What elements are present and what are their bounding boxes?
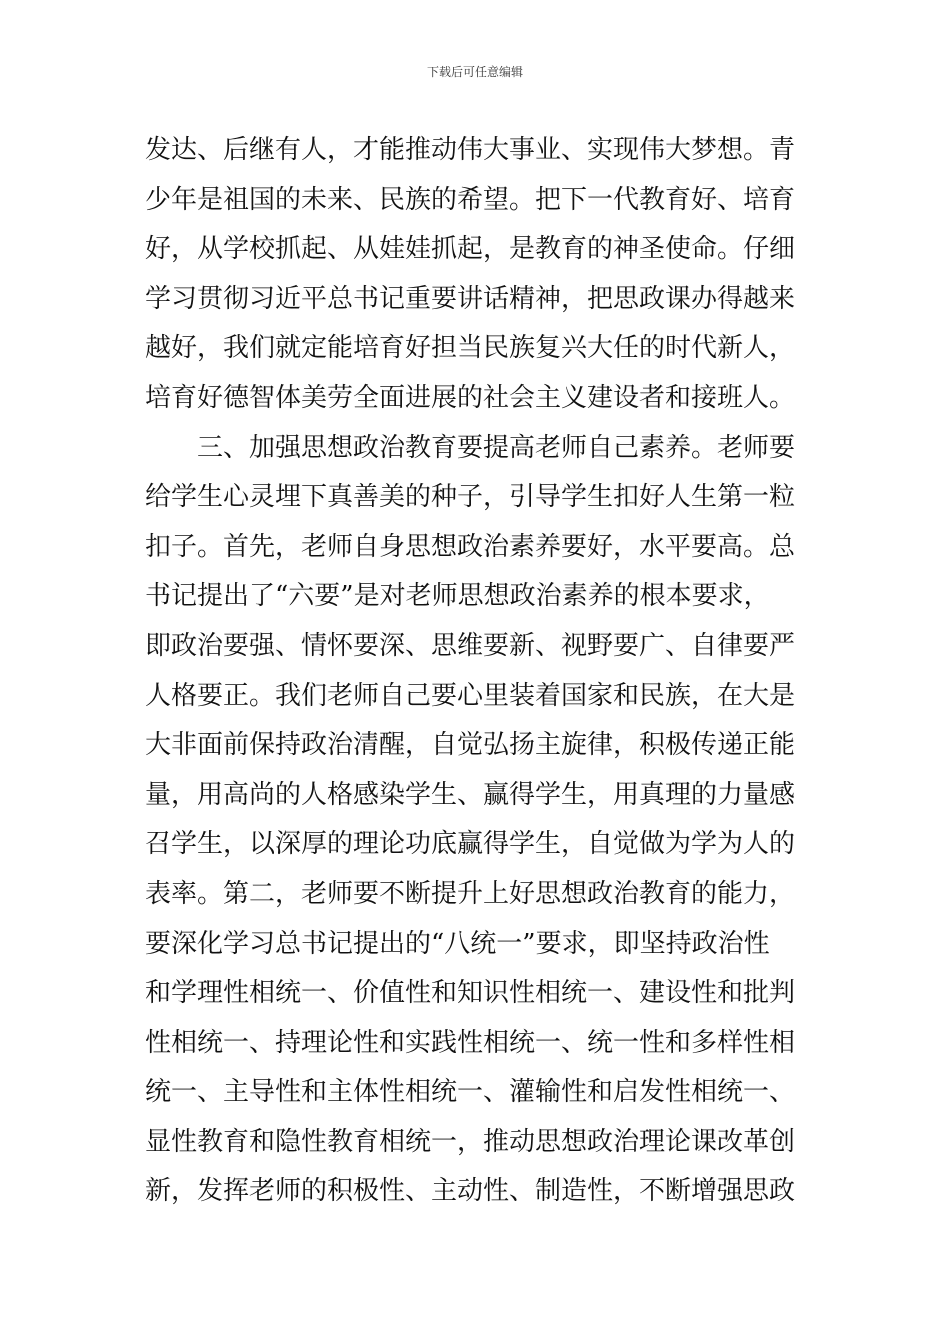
text-line: 显性教育和隐性教育相统一，推动思想政治理论课改革创 (145, 1126, 796, 1157)
text-line: 培育好德智体美劳全面进展的社会主义建设者和接班人。 (145, 382, 796, 413)
text-line: 扣子。首先，老师自身思想政治素养要好，水平要高。总 (145, 531, 796, 562)
text-line: 要深化学习总书记提出的“八统一”要求，即坚持政治性 (145, 928, 770, 959)
text-line: 少年是祖国的未来、民族的希望。把下一代教育好、培育 (145, 184, 796, 215)
text-line: 即政治要强、情怀要深、思维要新、视野要广、自律要严 (145, 630, 796, 661)
text-line: 给学生心灵埋下真善美的种子，引导学生扣好人生第一粒 (145, 482, 796, 513)
text-line: 统一、主导性和主体性相统一、灌输性和启发性相统一、 (145, 1077, 796, 1108)
text-line: 大非面前保持政治清醒，自觉弘扬主旋律，积极传递正能 (145, 730, 796, 761)
text-line: 发达、后继有人，才能推动伟大事业、实现伟大梦想。青 (145, 135, 796, 165)
text-line: 越好，我们就定能培育好担当民族复兴大任的时代新人， (145, 333, 796, 364)
paragraph-start-line: 三、加强思想政治教育要提高老师自己素养。老师要 (197, 432, 796, 463)
text-line: 新，发挥老师的积极性、主动性、制造性，不断增强思政 (145, 1176, 796, 1207)
text-line: 人格要正。我们老师自己要心里装着国家和民族，在大是 (145, 680, 796, 711)
text-line: 和学理性相统一、价值性和知识性相统一、建设性和批判 (145, 978, 796, 1009)
text-line: 好，从学校抓起、从娃娃抓起，是教育的神圣使命。仔细 (145, 234, 796, 265)
text-line: 学习贯彻习近平总书记重要讲话精神，把思政课办得越来 (145, 283, 796, 314)
text-line: 表率。第二，老师要不断提升上好思想政治教育的能力， (145, 878, 796, 909)
text-line: 量，用高尚的人格感染学生、赢得学生，用真理的力量感 (145, 779, 796, 810)
body-text (145, 126, 805, 1217)
page-header: 下载后可任意编辑 (426, 65, 523, 79)
text-line: 召学生，以深厚的理论功底赢得学生，自觉做为学为人的 (145, 829, 796, 860)
text-line: 性相统一、持理论性和实践性相统一、统一性和多样性相 (145, 1027, 796, 1058)
text-line: 书记提出了“六要”是对老师思想政治素养的根本要求， (145, 581, 770, 612)
